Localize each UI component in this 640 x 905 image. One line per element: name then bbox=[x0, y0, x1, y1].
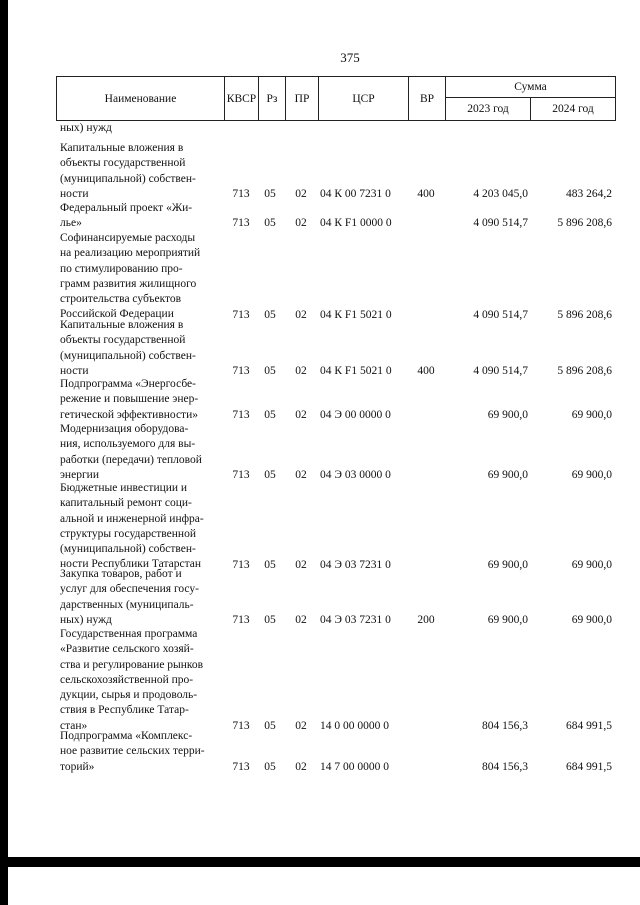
row-name-line: на реализацию мероприятий bbox=[60, 247, 201, 260]
row-csr: 04 Э 00 0000 0 bbox=[320, 408, 391, 421]
row-name-line: ности bbox=[60, 187, 89, 200]
row-name-line: ности Республики Татарстан bbox=[60, 558, 202, 571]
row-pr: 02 bbox=[295, 468, 307, 481]
row-rz: 05 bbox=[264, 408, 276, 421]
row-pr: 02 bbox=[295, 217, 307, 230]
row-rz: 05 bbox=[264, 558, 276, 571]
row-rz: 05 bbox=[264, 187, 276, 200]
row-csr: 04 К 00 7231 0 bbox=[320, 187, 391, 200]
row-name-line: по стимулированию про- bbox=[60, 262, 183, 275]
row-s2024: 5 896 208,6 bbox=[557, 364, 612, 377]
row-name bbox=[60, 377, 220, 423]
row-name-line: Федеральный проект «Жи- bbox=[60, 202, 193, 214]
row-name bbox=[60, 627, 220, 734]
row-kvsr: 713 bbox=[232, 364, 250, 377]
header-pr: ПР bbox=[285, 76, 319, 121]
row-name bbox=[60, 141, 220, 202]
row-name-line: объекты государственной bbox=[60, 334, 186, 347]
row-name-line: Капитальные вложения в bbox=[60, 142, 184, 154]
row-name-line: Закупка товаров, работ и bbox=[60, 568, 182, 580]
row-name-line: Софинансируемые расходы bbox=[60, 232, 196, 244]
row-csr: 04 Э 03 7231 0 bbox=[320, 613, 391, 626]
row-name-line: услуг для обеспечения госу- bbox=[60, 583, 199, 596]
row-kvsr: 713 bbox=[232, 408, 250, 421]
row-name-line: Капитальные вложения в bbox=[60, 319, 184, 331]
row-name-line: лье» bbox=[60, 217, 82, 230]
row-s2024: 69 900,0 bbox=[571, 613, 612, 626]
row-name bbox=[60, 729, 220, 775]
row-s2024: 684 991,5 bbox=[566, 719, 612, 732]
row-pr: 02 bbox=[295, 613, 307, 626]
row-s2023: 69 900,0 bbox=[487, 408, 528, 421]
scan-left-border bbox=[0, 0, 8, 905]
row-kvsr: 713 bbox=[232, 217, 250, 230]
row-pr: 02 bbox=[295, 719, 307, 732]
row-s2024: 69 900,0 bbox=[571, 468, 612, 481]
row-name-line: энергии bbox=[60, 468, 99, 481]
row-s2023: 4 090 514,7 bbox=[473, 217, 528, 230]
page-number: 375 bbox=[340, 50, 360, 65]
row-kvsr: 713 bbox=[232, 760, 250, 773]
header-2023: 2023 год bbox=[445, 97, 531, 121]
row-s2024: 5 896 208,6 bbox=[557, 308, 612, 321]
row-csr: 04 Э 03 0000 0 bbox=[320, 468, 391, 481]
row-kvsr: 713 bbox=[232, 613, 250, 626]
row-s2023: 4 090 514,7 bbox=[473, 364, 528, 377]
row-vr: 200 bbox=[417, 613, 435, 626]
row-name-line: Российской Федерации bbox=[60, 308, 174, 321]
row-name bbox=[60, 567, 220, 628]
row-name-line: работки (передачи) тепловой bbox=[60, 453, 202, 466]
header-csr: ЦСР bbox=[318, 76, 409, 121]
row-name-line: Подпрограмма «Энергосбе- bbox=[60, 378, 196, 390]
scan-bottom-border bbox=[0, 857, 640, 867]
row-pr: 02 bbox=[295, 558, 307, 571]
row-pr: 02 bbox=[295, 760, 307, 773]
row-name bbox=[60, 318, 220, 379]
header-name: Наименование bbox=[56, 76, 225, 121]
row-name-line: «Развитие сельского хозяй- bbox=[60, 643, 194, 656]
row-rz: 05 bbox=[264, 719, 276, 732]
row-pr: 02 bbox=[295, 187, 307, 200]
row-name-line: сельскохозяйственной про- bbox=[60, 673, 194, 686]
row-pr: 02 bbox=[295, 308, 307, 321]
header-vr: ВР bbox=[408, 76, 446, 121]
row-name-line: ния, используемого для вы- bbox=[60, 438, 196, 451]
row-name-line: ствия в Республике Татар- bbox=[60, 704, 189, 717]
row-s2024: 5 896 208,6 bbox=[557, 217, 612, 230]
row-kvsr: 713 bbox=[232, 187, 250, 200]
header-rz: Рз bbox=[258, 76, 286, 121]
row-name-line: дарственных (муниципаль- bbox=[60, 598, 194, 611]
row-name-line: (муниципальной) собствен- bbox=[60, 543, 196, 556]
row-pr: 02 bbox=[295, 408, 307, 421]
row-s2023: 69 900,0 bbox=[487, 558, 528, 571]
row-s2024: 483 264,2 bbox=[566, 187, 612, 200]
row-csr: 04 К F1 5021 0 bbox=[320, 364, 392, 377]
row-csr: 04 К F1 0000 0 bbox=[320, 217, 392, 230]
row-name bbox=[60, 201, 220, 232]
row-rz: 05 bbox=[264, 468, 276, 481]
row-name-line: режение и повышение энер- bbox=[60, 393, 199, 406]
row-kvsr: 713 bbox=[232, 468, 250, 481]
header-sum: Сумма bbox=[445, 76, 616, 98]
continuation-text: ных) нужд bbox=[60, 122, 112, 134]
row-kvsr: 713 bbox=[232, 308, 250, 321]
row-csr: 04 Э 03 7231 0 bbox=[320, 558, 391, 571]
row-vr: 400 bbox=[417, 364, 435, 377]
row-name-line: структуры государственной bbox=[60, 527, 196, 540]
row-name-line: объекты государственной bbox=[60, 157, 186, 170]
row-s2023: 4 090 514,7 bbox=[473, 308, 528, 321]
row-name-line: (муниципальной) собствен- bbox=[60, 172, 196, 185]
row-pr: 02 bbox=[295, 364, 307, 377]
header-2024: 2024 год bbox=[530, 97, 616, 121]
row-csr: 14 0 00 0000 0 bbox=[320, 719, 389, 732]
row-name-line: ности bbox=[60, 364, 89, 377]
row-name bbox=[60, 231, 220, 323]
row-name-line: гетической эффективности» bbox=[60, 408, 198, 421]
row-name-line: дукции, сырья и продоволь- bbox=[60, 689, 198, 702]
row-name-line: (муниципальной) собствен- bbox=[60, 349, 196, 362]
row-kvsr: 713 bbox=[232, 558, 250, 571]
row-name-line: Государственная программа bbox=[60, 628, 198, 640]
row-name-line: капитальный ремонт соци- bbox=[60, 497, 192, 510]
row-name bbox=[60, 481, 220, 573]
row-name-line: строительства субъектов bbox=[60, 293, 182, 306]
row-name-line: альной и инженерной инфра- bbox=[60, 512, 204, 525]
row-name-line: Модернизация оборудова- bbox=[60, 423, 189, 435]
row-name-line: ных) нужд bbox=[60, 613, 112, 626]
row-s2023: 804 156,3 bbox=[482, 760, 528, 773]
header-kvsr: КВСР bbox=[224, 76, 259, 121]
row-csr: 14 7 00 0000 0 bbox=[320, 760, 389, 773]
row-name-line: торий» bbox=[60, 760, 95, 773]
row-name-line: Бюджетные инвестиции и bbox=[60, 482, 188, 494]
row-name bbox=[60, 422, 220, 483]
row-s2023: 69 900,0 bbox=[487, 468, 528, 481]
row-s2024: 684 991,5 bbox=[566, 760, 612, 773]
row-rz: 05 bbox=[264, 613, 276, 626]
row-s2024: 69 900,0 bbox=[571, 408, 612, 421]
row-rz: 05 bbox=[264, 308, 276, 321]
row-s2023: 804 156,3 bbox=[482, 719, 528, 732]
row-name-line: ное развитие сельских терри- bbox=[60, 745, 205, 758]
row-csr: 04 К F1 5021 0 bbox=[320, 308, 392, 321]
row-rz: 05 bbox=[264, 364, 276, 377]
row-kvsr: 713 bbox=[232, 719, 250, 732]
row-s2023: 4 203 045,0 bbox=[473, 187, 528, 200]
row-name-line: Подпрограмма «Комплекс- bbox=[60, 730, 193, 742]
row-vr: 400 bbox=[417, 187, 435, 200]
row-name-line: ства и регулирование рынков bbox=[60, 658, 204, 671]
row-s2024: 69 900,0 bbox=[571, 558, 612, 571]
row-rz: 05 bbox=[264, 760, 276, 773]
row-name-line: грамм развития жилищного bbox=[60, 277, 197, 290]
row-name-line: стан» bbox=[60, 719, 88, 732]
row-rz: 05 bbox=[264, 217, 276, 230]
row-s2023: 69 900,0 bbox=[487, 613, 528, 626]
